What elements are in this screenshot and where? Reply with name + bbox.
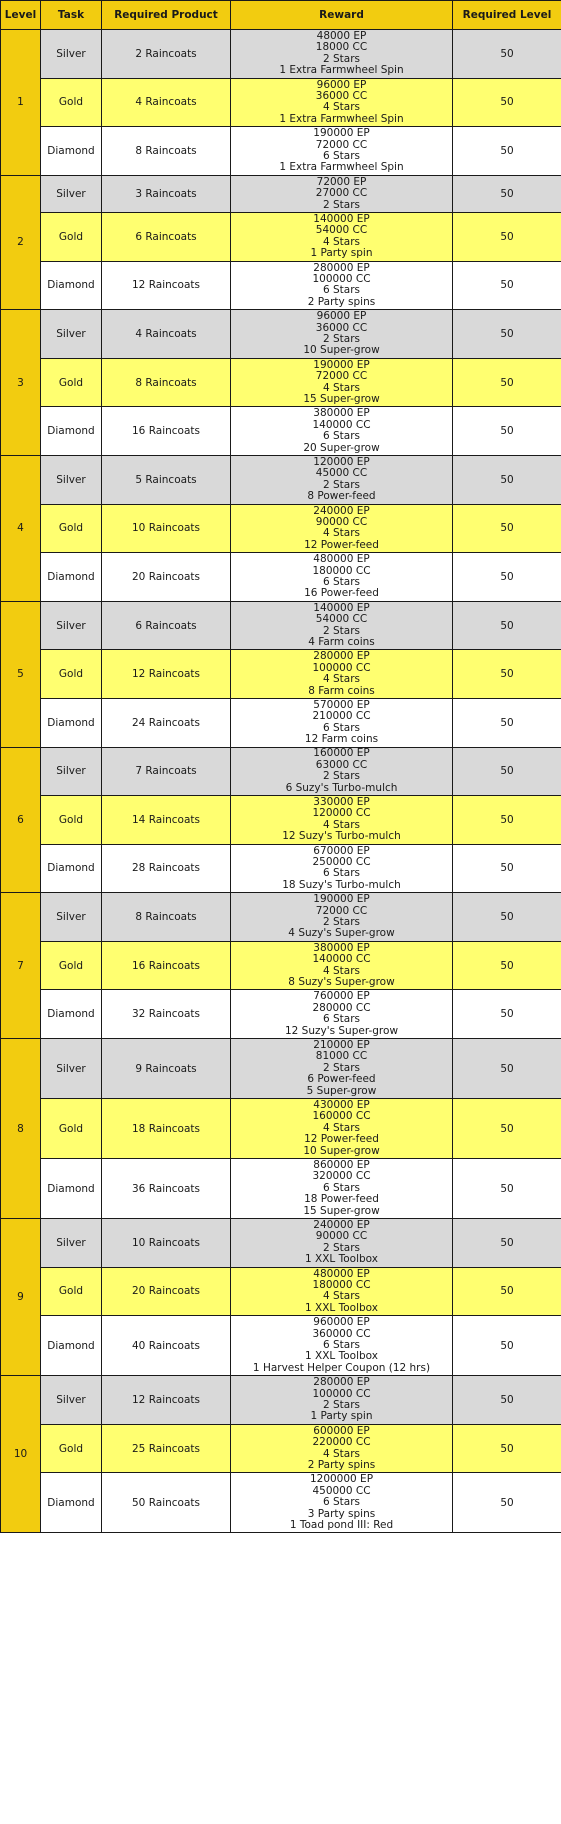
reward-line: 2 Stars	[322, 332, 361, 345]
required-product-cell: 10 Raincoats	[102, 1219, 231, 1268]
table-row	[1, 1099, 561, 1159]
required-product-cell: 6 Raincoats	[102, 212, 231, 261]
reward-line: 27000 CC	[315, 187, 368, 200]
reward-line: 6 Stars	[322, 867, 361, 880]
reward-line: 1 XXL Toolbox	[305, 1350, 378, 1363]
reward-line: 220000 CC	[312, 1436, 371, 1449]
reward-line: 120000 EP	[313, 455, 370, 468]
table-row	[1, 175, 561, 212]
reward-line: 240000 EP	[313, 1219, 370, 1232]
reward-line: 120000 CC	[312, 807, 371, 820]
reward-line: 600000 EP	[313, 1424, 370, 1437]
table-row	[1, 1473, 561, 1533]
task-cell: Gold	[41, 78, 102, 127]
reward-cell	[231, 1376, 453, 1425]
required-product-cell: 24 Raincoats	[102, 698, 231, 747]
reward-line: 1 XXL Toolbox	[305, 1301, 378, 1314]
reward-line: 1 Extra Farmwheel Spin	[279, 112, 404, 125]
reward-cell	[231, 796, 453, 845]
reward-line: 6 Power-feed	[307, 1073, 376, 1086]
reward-line: 250000 CC	[312, 856, 371, 869]
task-cell: Diamond	[41, 844, 102, 893]
required-level-cell: 50	[453, 407, 561, 456]
reward-line: 10 Super-grow	[303, 344, 380, 357]
table-row	[1, 1267, 561, 1316]
reward-cell	[231, 650, 453, 699]
reward-line: 190000 EP	[313, 893, 370, 906]
task-cell: Diamond	[41, 1159, 102, 1219]
reward-line: 81000 CC	[315, 1050, 368, 1063]
task-cell: Diamond	[41, 990, 102, 1039]
reward-line: 2 Stars	[322, 624, 361, 637]
task-cell: Silver	[41, 1219, 102, 1268]
required-level-cell: 50	[453, 261, 561, 310]
reward-cell	[231, 1473, 453, 1533]
reward-line: 18000 CC	[315, 41, 368, 54]
header-required-product: Required Product	[102, 1, 231, 30]
task-cell: Gold	[41, 650, 102, 699]
required-level-cell: 50	[453, 30, 561, 79]
required-product-cell: 4 Raincoats	[102, 78, 231, 127]
reward-cell	[231, 1039, 453, 1099]
required-level-cell: 50	[453, 553, 561, 602]
reward-line: 430000 EP	[313, 1099, 370, 1112]
reward-line: 36000 CC	[315, 321, 368, 334]
reward-line: 240000 EP	[313, 504, 370, 517]
table-row	[1, 844, 561, 893]
required-level-cell: 50	[453, 601, 561, 650]
reward-line: 330000 EP	[313, 796, 370, 809]
table-row	[1, 78, 561, 127]
header-reward: Reward	[231, 1, 453, 30]
reward-cell	[231, 407, 453, 456]
table-row	[1, 30, 561, 79]
required-product-cell: 40 Raincoats	[102, 1316, 231, 1376]
reward-line: 54000 CC	[315, 613, 368, 626]
required-level-cell: 50	[453, 698, 561, 747]
reward-line: 570000 EP	[313, 698, 370, 711]
table-row	[1, 1219, 561, 1268]
reward-cell	[231, 553, 453, 602]
reward-line: 1 Harvest Helper Coupon (12 hrs)	[252, 1361, 431, 1374]
level-cell: 6	[1, 747, 41, 893]
task-cell: Diamond	[41, 127, 102, 176]
reward-line: 4 Stars	[322, 1447, 361, 1460]
reward-line: 6 Stars	[322, 1496, 361, 1509]
reward-line: 280000 EP	[313, 1376, 370, 1389]
reward-line: 90000 CC	[315, 515, 368, 528]
table-row	[1, 407, 561, 456]
reward-line: 12 Suzy's Turbo-mulch	[282, 830, 401, 843]
required-level-cell: 50	[453, 310, 561, 359]
reward-line: 2 Stars	[322, 1399, 361, 1412]
reward-line: 2 Stars	[322, 1241, 361, 1254]
reward-line: 48000 EP	[316, 29, 367, 42]
reward-line: 140000 EP	[313, 601, 370, 614]
reward-line: 4 Stars	[322, 673, 361, 686]
level-cell: 4	[1, 455, 41, 601]
reward-line: 72000 CC	[315, 904, 368, 917]
required-product-cell: 9 Raincoats	[102, 1039, 231, 1099]
required-level-cell: 50	[453, 127, 561, 176]
required-level-cell: 50	[453, 1376, 561, 1425]
reward-line: 190000 EP	[313, 127, 370, 140]
header-required-level: Required Level	[453, 1, 561, 30]
task-cell: Gold	[41, 941, 102, 990]
table-row	[1, 261, 561, 310]
reward-cell	[231, 990, 453, 1039]
reward-cell	[231, 601, 453, 650]
reward-line: 4 Stars	[322, 101, 361, 114]
required-product-cell: 20 Raincoats	[102, 1267, 231, 1316]
reward-line: 4 Stars	[322, 1290, 361, 1303]
task-cell: Silver	[41, 893, 102, 942]
reward-line: 6 Stars	[322, 575, 361, 588]
reward-cell	[231, 893, 453, 942]
level-cell: 7	[1, 893, 41, 1039]
table-row	[1, 1316, 561, 1376]
task-cell: Gold	[41, 358, 102, 407]
table-row	[1, 747, 561, 796]
level-cell: 3	[1, 310, 41, 456]
reward-line: 18 Power-feed	[304, 1193, 379, 1206]
required-product-cell: 16 Raincoats	[102, 941, 231, 990]
reward-line: 2 Stars	[322, 916, 361, 929]
reward-cell	[231, 698, 453, 747]
reward-line: 380000 EP	[313, 407, 370, 420]
reward-line: 1 XXL Toolbox	[305, 1253, 378, 1266]
required-level-cell: 50	[453, 358, 561, 407]
reward-cell	[231, 844, 453, 893]
reward-line: 860000 EP	[313, 1159, 370, 1172]
reward-line: 360000 CC	[312, 1327, 371, 1340]
reward-line: 100000 CC	[312, 1387, 371, 1400]
task-cell: Silver	[41, 601, 102, 650]
reward-cell	[231, 78, 453, 127]
reward-line: 670000 EP	[313, 844, 370, 857]
required-product-cell: 4 Raincoats	[102, 310, 231, 359]
reward-line: 6 Stars	[322, 149, 361, 162]
task-cell: Silver	[41, 1039, 102, 1099]
reward-line: 6 Stars	[322, 1181, 361, 1194]
header-level: Level	[1, 1, 41, 30]
reward-line: 6 Stars	[322, 1013, 361, 1026]
task-cell: Gold	[41, 504, 102, 553]
required-level-cell: 50	[453, 1159, 561, 1219]
task-cell: Silver	[41, 175, 102, 212]
table-row	[1, 1424, 561, 1473]
reward-line: 480000 EP	[313, 1267, 370, 1280]
reward-line: 2 Stars	[322, 478, 361, 491]
required-product-cell: 50 Raincoats	[102, 1473, 231, 1533]
reward-line: 12 Power-feed	[304, 1133, 379, 1146]
task-cell: Diamond	[41, 553, 102, 602]
reward-line: 90000 CC	[315, 1230, 368, 1243]
required-product-cell: 12 Raincoats	[102, 650, 231, 699]
reward-line: 54000 CC	[315, 224, 368, 237]
table-row	[1, 212, 561, 261]
reward-line: 140000 CC	[312, 953, 371, 966]
reward-line: 10 Super-grow	[303, 1144, 380, 1157]
reward-line: 15 Super-grow	[303, 1204, 380, 1217]
reward-cell	[231, 1099, 453, 1159]
reward-line: 2 Stars	[322, 1061, 361, 1074]
task-cell: Diamond	[41, 1316, 102, 1376]
reward-line: 6 Stars	[322, 1339, 361, 1352]
reward-line: 4 Stars	[322, 527, 361, 540]
required-product-cell: 25 Raincoats	[102, 1424, 231, 1473]
required-product-cell: 8 Raincoats	[102, 127, 231, 176]
reward-line: 4 Suzy's Super-grow	[288, 927, 395, 940]
required-product-cell: 28 Raincoats	[102, 844, 231, 893]
reward-line: 210000 EP	[313, 1039, 370, 1052]
header-row	[1, 1, 561, 30]
table-row	[1, 504, 561, 553]
reward-line: 450000 CC	[312, 1484, 371, 1497]
level-cell: 5	[1, 601, 41, 747]
required-product-cell: 10 Raincoats	[102, 504, 231, 553]
level-cell: 2	[1, 175, 41, 309]
reward-cell	[231, 310, 453, 359]
required-level-cell: 50	[453, 1267, 561, 1316]
required-level-cell: 50	[453, 175, 561, 212]
reward-line: 760000 EP	[313, 990, 370, 1003]
required-level-cell: 50	[453, 796, 561, 845]
required-level-cell: 50	[453, 212, 561, 261]
reward-line: 380000 EP	[313, 941, 370, 954]
reward-line: 320000 CC	[312, 1170, 371, 1183]
required-level-cell: 50	[453, 1473, 561, 1533]
reward-line: 4 Stars	[322, 818, 361, 831]
reward-line: 12 Power-feed	[304, 538, 379, 551]
reward-line: 15 Super-grow	[303, 392, 380, 405]
required-level-cell: 50	[453, 1219, 561, 1268]
reward-line: 5 Super-grow	[306, 1084, 377, 1097]
reward-line: 6 Stars	[322, 721, 361, 734]
required-level-cell: 50	[453, 504, 561, 553]
reward-line: 18 Suzy's Turbo-mulch	[282, 878, 401, 891]
required-product-cell: 5 Raincoats	[102, 455, 231, 504]
table-row	[1, 796, 561, 845]
table-row	[1, 310, 561, 359]
reward-line: 100000 CC	[312, 272, 371, 285]
task-cell: Gold	[41, 1424, 102, 1473]
table-row	[1, 893, 561, 942]
reward-line: 160000 CC	[312, 1110, 371, 1123]
reward-cell	[231, 261, 453, 310]
required-product-cell: 20 Raincoats	[102, 553, 231, 602]
reward-line: 8 Farm coins	[308, 684, 375, 697]
task-cell: Gold	[41, 1099, 102, 1159]
reward-line: 96000 EP	[316, 310, 367, 323]
reward-line: 4 Stars	[322, 964, 361, 977]
required-level-cell: 50	[453, 455, 561, 504]
reward-line: 12 Farm coins	[304, 733, 379, 746]
task-cell: Gold	[41, 1267, 102, 1316]
required-level-cell: 50	[453, 844, 561, 893]
header-task: Task	[41, 1, 102, 30]
required-level-cell: 50	[453, 990, 561, 1039]
reward-line: 45000 CC	[315, 467, 368, 480]
reward-line: 4 Stars	[322, 235, 361, 248]
table-row	[1, 1159, 561, 1219]
reward-cell	[231, 175, 453, 212]
reward-line: 100000 CC	[312, 661, 371, 674]
reward-line: 2 Stars	[322, 770, 361, 783]
reward-line: 280000 EP	[313, 650, 370, 663]
required-product-cell: 2 Raincoats	[102, 30, 231, 79]
reward-line: 12 Suzy's Super-grow	[284, 1024, 399, 1037]
reward-line: 72000 CC	[315, 138, 368, 151]
required-product-cell: 8 Raincoats	[102, 358, 231, 407]
required-level-cell: 50	[453, 78, 561, 127]
task-cell: Gold	[41, 796, 102, 845]
required-level-cell: 50	[453, 1039, 561, 1099]
required-product-cell: 8 Raincoats	[102, 893, 231, 942]
table-row	[1, 553, 561, 602]
required-level-cell: 50	[453, 747, 561, 796]
task-cell: Silver	[41, 455, 102, 504]
reward-cell	[231, 30, 453, 79]
required-product-cell: 12 Raincoats	[102, 1376, 231, 1425]
reward-line: 63000 CC	[315, 758, 368, 771]
required-product-cell: 6 Raincoats	[102, 601, 231, 650]
reward-line: 1 Extra Farmwheel Spin	[279, 64, 404, 77]
task-cell: Diamond	[41, 698, 102, 747]
reward-line: 2 Stars	[322, 198, 361, 211]
table-row	[1, 698, 561, 747]
required-level-cell: 50	[453, 1316, 561, 1376]
reward-line: 280000 EP	[313, 261, 370, 274]
reward-line: 160000 EP	[313, 747, 370, 760]
level-cell: 10	[1, 1376, 41, 1533]
required-product-cell: 36 Raincoats	[102, 1159, 231, 1219]
reward-cell	[231, 1267, 453, 1316]
required-product-cell: 18 Raincoats	[102, 1099, 231, 1159]
task-cell: Silver	[41, 310, 102, 359]
level-cell: 1	[1, 30, 41, 176]
required-level-cell: 50	[453, 650, 561, 699]
reward-cell	[231, 1316, 453, 1376]
table-row	[1, 601, 561, 650]
table-row	[1, 990, 561, 1039]
reward-line: 36000 CC	[315, 89, 368, 102]
required-product-cell: 16 Raincoats	[102, 407, 231, 456]
reward-line: 6 Stars	[322, 284, 361, 297]
reward-line: 180000 CC	[312, 1279, 371, 1292]
table-row	[1, 1039, 561, 1099]
reward-cell	[231, 1424, 453, 1473]
required-product-cell: 14 Raincoats	[102, 796, 231, 845]
reward-cell	[231, 212, 453, 261]
table-row	[1, 127, 561, 176]
table-row	[1, 941, 561, 990]
reward-cell	[231, 504, 453, 553]
table-row	[1, 650, 561, 699]
reward-line: 2 Stars	[322, 52, 361, 65]
reward-cell	[231, 941, 453, 990]
required-product-cell: 7 Raincoats	[102, 747, 231, 796]
reward-line: 20 Super-grow	[303, 441, 380, 454]
reward-cell	[231, 1159, 453, 1219]
required-level-cell: 50	[453, 1424, 561, 1473]
reward-line: 4 Stars	[322, 1121, 361, 1134]
task-cell: Diamond	[41, 1473, 102, 1533]
reward-cell	[231, 358, 453, 407]
task-cell: Diamond	[41, 407, 102, 456]
task-cell: Silver	[41, 30, 102, 79]
table-row	[1, 455, 561, 504]
required-product-cell: 3 Raincoats	[102, 175, 231, 212]
task-cell: Diamond	[41, 261, 102, 310]
reward-line: 72000 CC	[315, 370, 368, 383]
reward-line: 6 Suzy's Turbo-mulch	[285, 781, 398, 794]
reward-line: 1200000 EP	[309, 1473, 374, 1486]
reward-line: 6 Stars	[322, 430, 361, 443]
table-body	[1, 30, 561, 1533]
required-level-cell: 50	[453, 893, 561, 942]
reward-line: 140000 CC	[312, 418, 371, 431]
required-product-cell: 12 Raincoats	[102, 261, 231, 310]
reward-line: 280000 CC	[312, 1001, 371, 1014]
reward-line: 4 Farm coins	[308, 635, 375, 648]
reward-line: 2 Party spins	[307, 1459, 376, 1472]
reward-line: 1 Toad pond III: Red	[289, 1519, 394, 1532]
required-level-cell: 50	[453, 1099, 561, 1159]
reward-line: 1 Party spin	[310, 247, 373, 260]
reward-line: 96000 EP	[316, 78, 367, 91]
reward-line: 1 Extra Farmwheel Spin	[279, 161, 404, 174]
reward-line: 1 Party spin	[310, 1410, 373, 1423]
reward-line: 140000 EP	[313, 212, 370, 225]
reward-line: 960000 EP	[313, 1316, 370, 1329]
reward-cell	[231, 127, 453, 176]
table-row	[1, 358, 561, 407]
task-cell: Gold	[41, 212, 102, 261]
reward-line: 16 Power-feed	[304, 587, 379, 600]
required-level-cell: 50	[453, 941, 561, 990]
reward-cell	[231, 747, 453, 796]
task-cell: Silver	[41, 747, 102, 796]
reward-line: 480000 EP	[313, 553, 370, 566]
reward-line: 2 Party spins	[307, 295, 376, 308]
reward-line: 210000 CC	[312, 710, 371, 723]
level-cell: 9	[1, 1219, 41, 1376]
task-cell: Silver	[41, 1376, 102, 1425]
reward-line: 190000 EP	[313, 358, 370, 371]
table-row	[1, 1376, 561, 1425]
level-cell: 8	[1, 1039, 41, 1219]
reward-line: 8 Power-feed	[307, 490, 376, 503]
reward-line: 180000 CC	[312, 564, 371, 577]
reward-line: 4 Stars	[322, 381, 361, 394]
reward-line: 72000 EP	[316, 175, 367, 188]
required-product-cell: 32 Raincoats	[102, 990, 231, 1039]
reward-cell	[231, 1219, 453, 1268]
reward-line: 8 Suzy's Super-grow	[288, 976, 395, 989]
reward-line: 3 Party spins	[307, 1507, 376, 1520]
reward-cell	[231, 455, 453, 504]
